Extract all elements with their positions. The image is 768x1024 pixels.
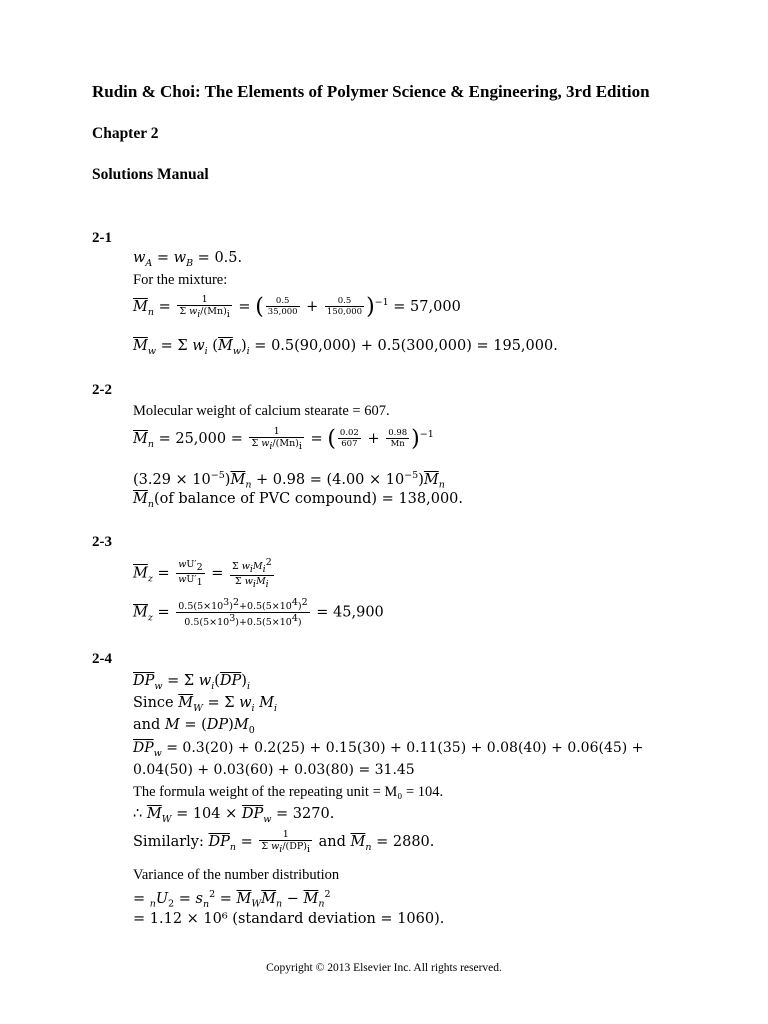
solutions-manual-heading: Solutions Manual xyxy=(92,166,209,183)
document-title: Rudin & Choi: The Elements of Polymer Science & Engineering, 3rd Edition xyxy=(92,82,650,101)
calcium-stearate-text: Molecular weight of calcium stearate = 607. xyxy=(133,403,390,419)
eq-variance: = $_nU_2 = s_n^2 = \overline{M}_W\overline{M}_n - \overline{M}_n^2$ xyxy=(133,889,331,910)
eq-balance-2-2: $(3.29 \times 10^{-5})\overline{M}_n + 0.98 = (4.00 \times 10^{-5})\overline{M}_n$ xyxy=(133,470,445,491)
formula-weight-text: The formula weight of the repeating unit = M₀ = 104. xyxy=(133,784,444,800)
pvc-result: (of balance of PVC compound) = 138,000. xyxy=(153,491,464,507)
problem-2-1-label: 2-1 xyxy=(92,230,112,246)
eq-mn-2-1: $\overline{M}_n$ = $\frac{1}{\Sigma w_i/(\overline{M}n)_i}$ = ( $\frac{0.5}{35,000}$ + $\frac{0.5}{150,000}$ )$^{-1}$ = 57,000 xyxy=(133,294,461,320)
eq-dpw-definition: $\overline{DP}_w = \Sigma$ $w_i(\overline{DP})_i$ xyxy=(133,673,251,692)
eq-weights: $w_A = w_B = 0.5$. xyxy=(133,250,243,269)
since-text: Since xyxy=(133,695,174,711)
eq-since: Since $\overline{M}_W = \Sigma$ $w_i$ $M_i$ xyxy=(133,695,278,714)
problem-2-2-label: 2-2 xyxy=(92,382,112,398)
chapter-heading: Chapter 2 xyxy=(92,125,159,142)
problem-2-3-label: 2-3 xyxy=(92,534,112,550)
problem-2-4-label: 2-4 xyxy=(92,651,112,667)
and-text: and xyxy=(133,717,161,733)
dpw-sum-line-1: = 0.3(20) + 0.2(25) + 0.15(30) + 0.11(35) + 0.08(40) + 0.06(45) + xyxy=(166,740,644,756)
eq-dpw-sum-2: 0.04(50) + 0.03(60) + 0.03(80) = 31.45 xyxy=(133,762,415,778)
mz-result: = 45,900 xyxy=(316,604,384,621)
eq-mn-2-2: $\overline{M}_n = 25,000$ = $\frac{1}{\Sigma w_i/(\overline{M}n)_i}$ = ( $\frac{0.02}{607}$ + $\frac{0.98}{\overline{M}n}$ )$^{-1}$ xyxy=(133,426,434,452)
mixture-text: For the mixture: xyxy=(133,272,228,288)
eq-mw-2-1: $\overline{M}_w = \Sigma$ $w_i$ $(\overline{M}_w)_i = 0.5(90,000) + 0.5(300,000) = 195,000$. xyxy=(133,338,558,357)
eq-and-m: and $M = (DP)M_0$ xyxy=(133,717,255,736)
mw-calc-mid: = 104 × xyxy=(176,806,238,822)
std-dev-text: (standard deviation = 1060). xyxy=(232,911,445,927)
eq-pvc-2-2: $\overline{M}_n(of$ balance of PVC compound) = 138,000. xyxy=(133,491,464,510)
eq-dpw-sum-1: $\overline{DP}_w = 0.3(20) + 0.2(25) + 0.15(30) + 0.11(35) + 0.08(40) + 0.06(45)$ + xyxy=(133,740,644,759)
mn-result: = 57,000 xyxy=(393,298,461,315)
mn-value: = 25,000 = xyxy=(158,430,243,447)
and-mn-text: and xyxy=(318,833,346,850)
eq-similarly: Similarly: $\overline{DP}_n$ = $\frac{1}{\Sigma w_i/(\overline{DP})_i}$ and $\overline{M}_n = 2880$. xyxy=(133,829,435,855)
eq-mz-definition: $\overline{M}_z$ = $\frac{wU'_2}{wU'_1}$ = $\frac{\Sigma w_iM_i^2}{\Sigma w_iM_i}$ xyxy=(133,557,272,590)
mn-2880: = 2880. xyxy=(376,833,435,850)
eq-mw-calc: ∴ $\overline{M}_W = 104 \times \overline{DP}_w = 3270$. xyxy=(133,806,335,825)
eq-mz-calc: $\overline{M}_z$ = $\frac{0.5(5\times 10^3)^2+0.5(5\times 10^4)^2}{0.5(5\times 10^3)+0.5(5\times 10^4)}$ = 45,900 xyxy=(133,597,384,629)
variance-text: Variance of the number distribution xyxy=(133,867,340,883)
variance-value: = 1.12 × 10⁶ xyxy=(133,911,228,927)
mw-result: = 3270. xyxy=(276,806,335,822)
similarly-text: Similarly: xyxy=(133,833,204,850)
eq-variance-result xyxy=(133,911,444,927)
copyright-footer: Copyright © 2013 Elsevier Inc. All rights reserved. xyxy=(266,962,502,974)
